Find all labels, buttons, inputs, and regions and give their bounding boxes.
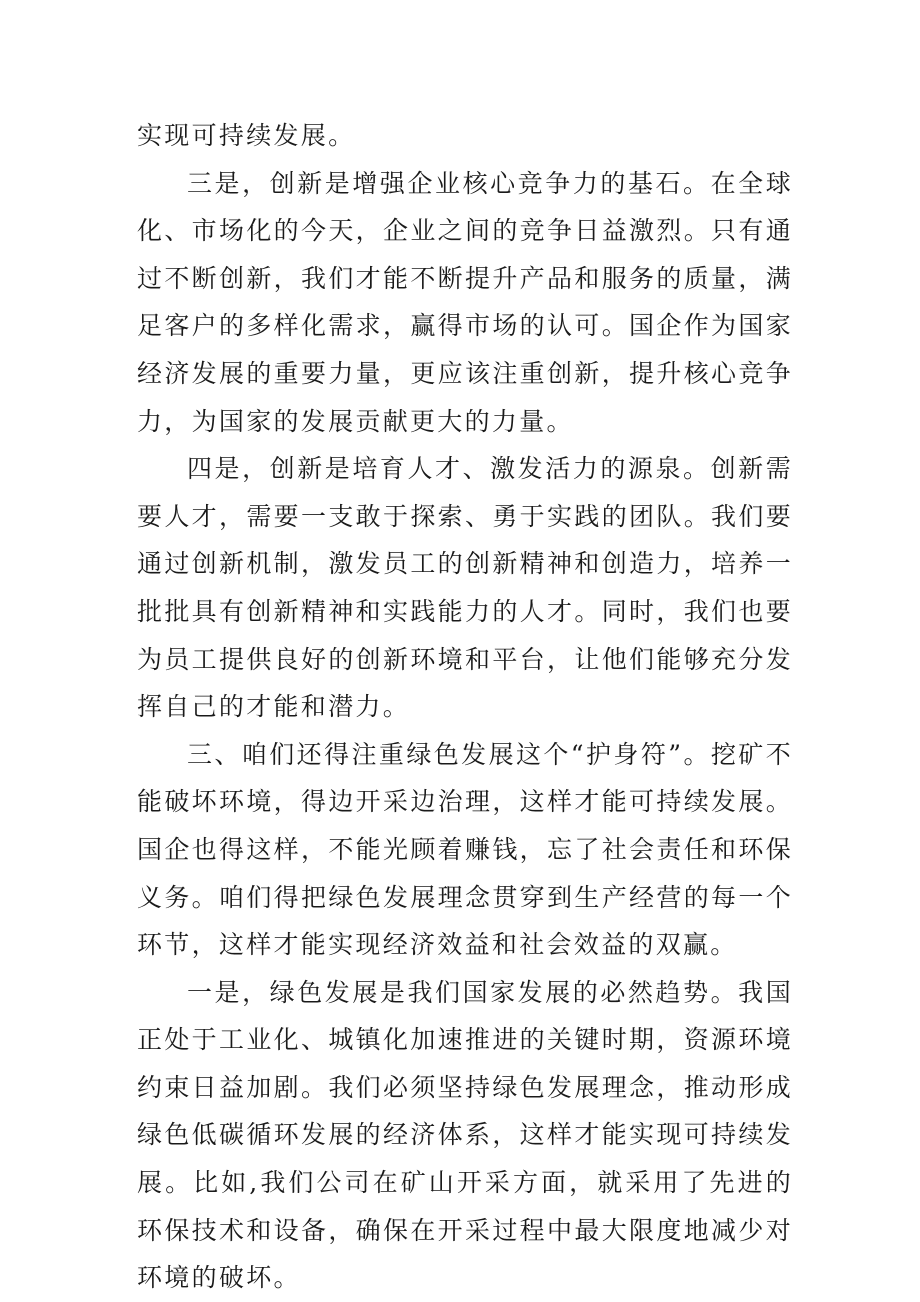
document-body	[137, 112, 793, 1302]
paragraph-innovation-talent: 四是，创新是培育人才、激发活力的源泉。创新需要人才，需要一支敢于探索、勇于实践的团队。我们要通过创新机制，激发员工的创新精神和创造力，培养一批批具有创新精神和实践能力的人才。同时，我们也要为员工提供良好的创新环境和平台，让他们能够充分发挥自己的才能和潜力。	[137, 454, 793, 722]
paragraph-green-development: 三、咱们还得注重绿色发展这个“护身符”。挖矿不能破坏环境，得边开采边治理，这样才能可持续发展。国企也得这样，不能光顾着赚钱，忘了社会责任和环保义务。咱们得把绿色发展理念贯穿到生产经营的每一个环节，这样才能实现经济效益和社会效益的双赢。	[137, 739, 793, 960]
paragraph-green-trend: 一是，绿色发展是我们国家发展的必然趋势。我国正处于工业化、城镇化加速推进的关键时期，资源环境约束日益加剧。我们必须坚持绿色发展理念，推动形成绿色低碳循环发展的经济体系，这样才能实现可持续发展。比如,我们公司在矿山开采方面，就采用了先进的环保技术和设备，确保在开采过程中最大限度地减少对环境的破坏。	[137, 977, 793, 1293]
paragraph-innovation-competitiveness: 三是，创新是增强企业核心竞争力的基石。在全球化、市场化的今天，企业之间的竞争日益激烈。只有通过不断创新，我们才能不断提升产品和服务的质量，满足客户的多样化需求，赢得市场的认可。国企作为国家经济发展的重要力量，更应该注重创新，提升核心竞争力，为国家的发展贡献更大的力量。	[137, 168, 793, 436]
paragraph-continuation: 实现可持续发展。	[137, 121, 356, 150]
